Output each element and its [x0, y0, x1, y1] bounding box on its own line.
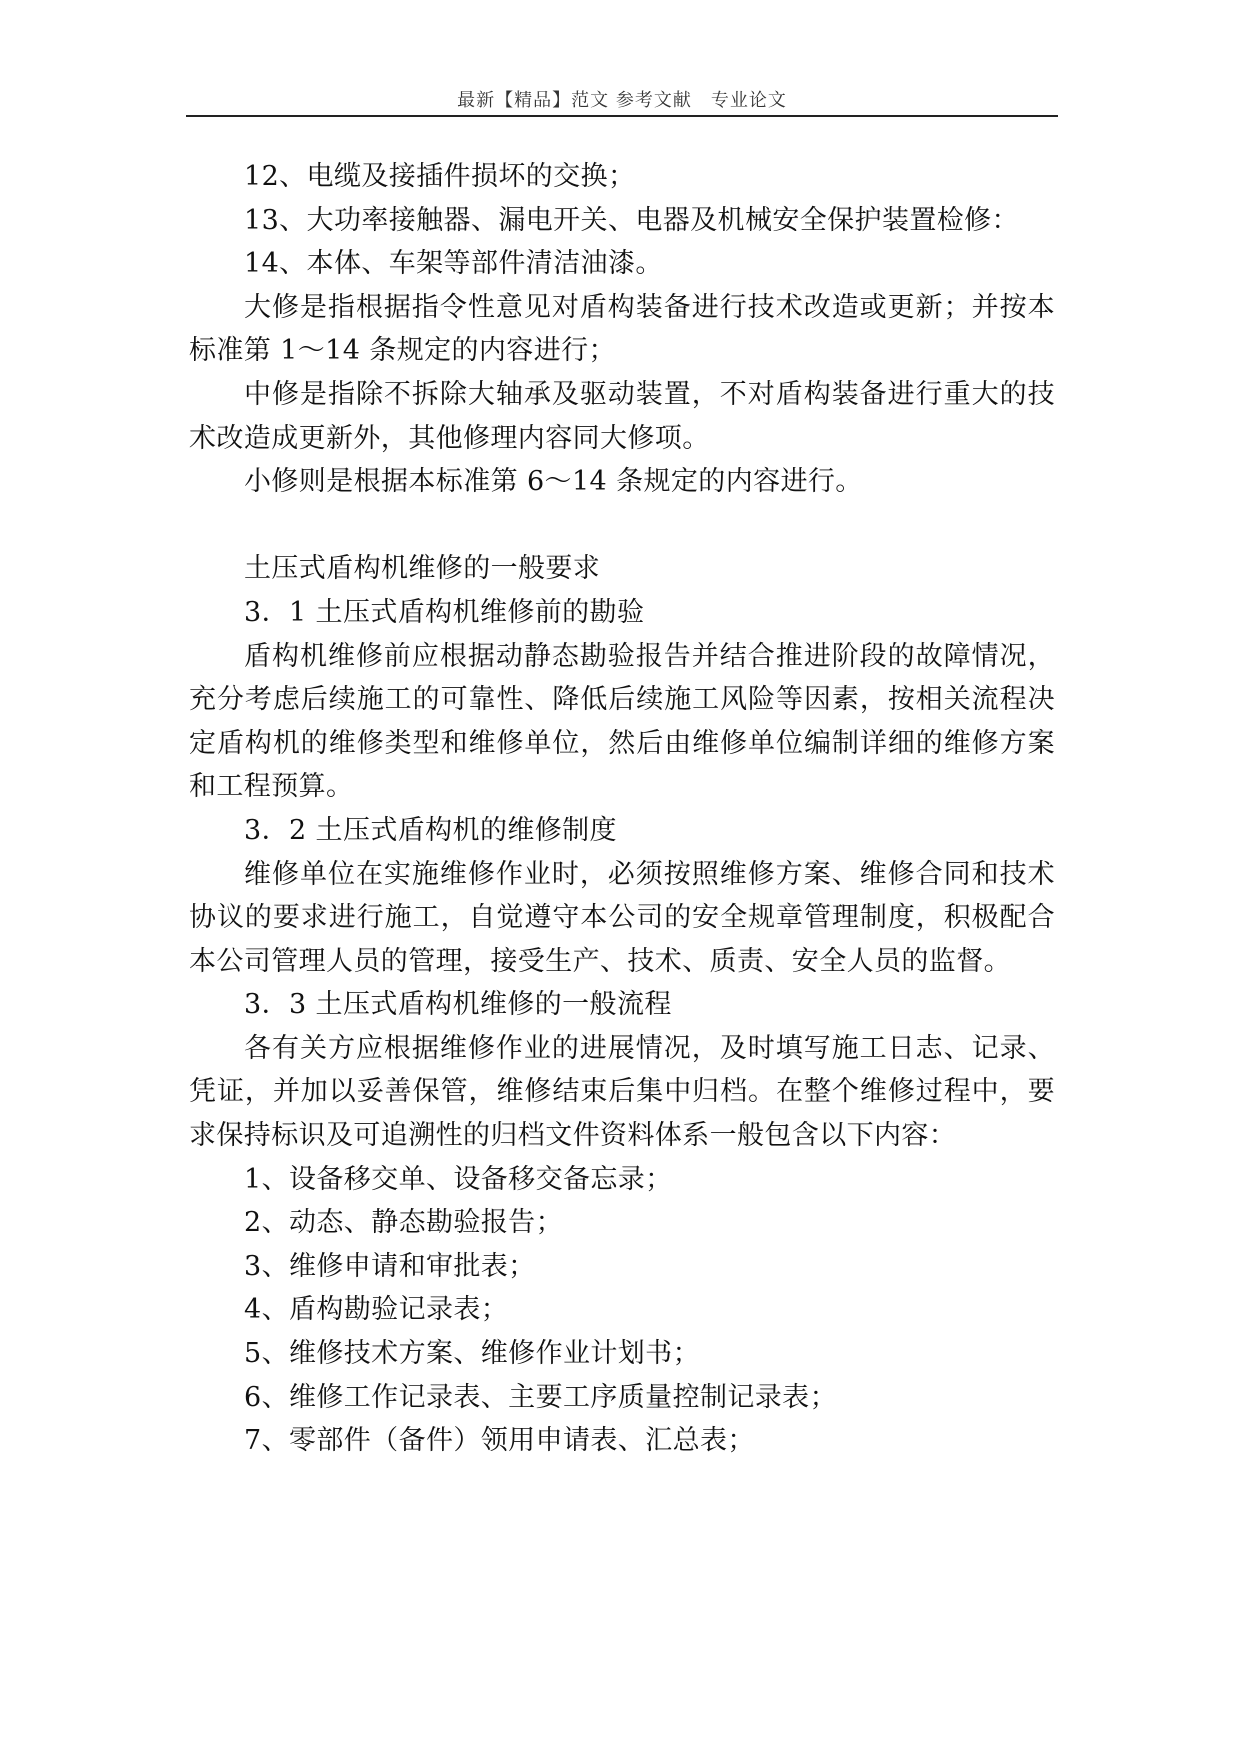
paragraph-inspection: 盾构机维修前应根据动静态勘验报告并结合推进阶段的故障情况，充分考虑后续施工的可靠性、降低后续施工风险等因素，按相关流程决定盾构机的维修类型和维修单位，然后由维修单位编制详细的维修方案和工程预算。	[189, 640, 1055, 803]
list-item-13: 13、大功率接触器、漏电开关、电器及机械安全保护装置检修：	[244, 204, 1019, 236]
paragraph-major-repair: 大修是指根据指令性意见对盾构装备进行技术改造或更新；并按本标准第 1～14 条规定的内容进行；	[189, 291, 1055, 367]
paragraph-minor-repair: 小修则是根据本标准第 6～14 条规定的内容进行。	[244, 466, 863, 498]
record-item-6: 6、维修工作记录表、主要工序质量控制记录表；	[244, 1381, 837, 1413]
list-item-14: 14、本体、车架等部件清洁油漆。	[244, 248, 663, 280]
document-body	[189, 155, 1055, 1463]
paragraph-medium-repair: 中修是指除不拆除大轴承及驱动装置，不对盾构装备进行重大的技术改造成更新外，其他修理内容同大修项。	[189, 378, 1055, 454]
record-item-7: 7、零部件（备件）领用申请表、汇总表；	[244, 1425, 755, 1457]
record-item-1: 1、设备移交单、设备移交备忘录；	[244, 1163, 673, 1195]
record-item-2: 2、动态、静态勘验报告；	[244, 1207, 563, 1239]
record-item-3: 3、维修申请和审批表；	[244, 1250, 536, 1282]
paragraph-maintenance-rules: 维修单位在实施维修作业时，必须按照维修方案、维修合同和技术协议的要求进行施工，自觉遵守本公司的安全规章管理制度，积极配合本公司管理人员的管理，接受生产、技术、质责、安全人员的监督。	[189, 858, 1055, 977]
page-header: 最新【精品】范文 参考文献 专业论文	[457, 90, 787, 111]
list-item-12: 12、电缆及接插件损坏的交换；	[244, 161, 636, 192]
record-item-4: 4、盾构勘验记录表；	[244, 1294, 509, 1326]
section-heading: 土压式盾构机维修的一般要求	[244, 553, 601, 585]
subsection-heading-3-2: 3．2 土压式盾构机的维修制度	[244, 814, 617, 846]
subsection-heading-3-3: 3．3 土压式盾构机维修的一般流程	[244, 989, 672, 1021]
record-item-5: 5、维修技术方案、维修作业计划书；	[244, 1338, 700, 1370]
subsection-heading-3-1: 3．1 土压式盾构机维修前的勘验	[244, 596, 645, 628]
header-divider	[186, 115, 1058, 117]
paragraph-records: 各有关方应根据维修作业的进展情况，及时填写施工日志、记录、凭证，并加以妥善保管，维修结束后集中归档。在整个维修过程中，要求保持标识及可追溯性的归档文件资料体系一般包含以下内容：	[189, 1032, 1055, 1152]
blank-line	[189, 504, 1055, 548]
